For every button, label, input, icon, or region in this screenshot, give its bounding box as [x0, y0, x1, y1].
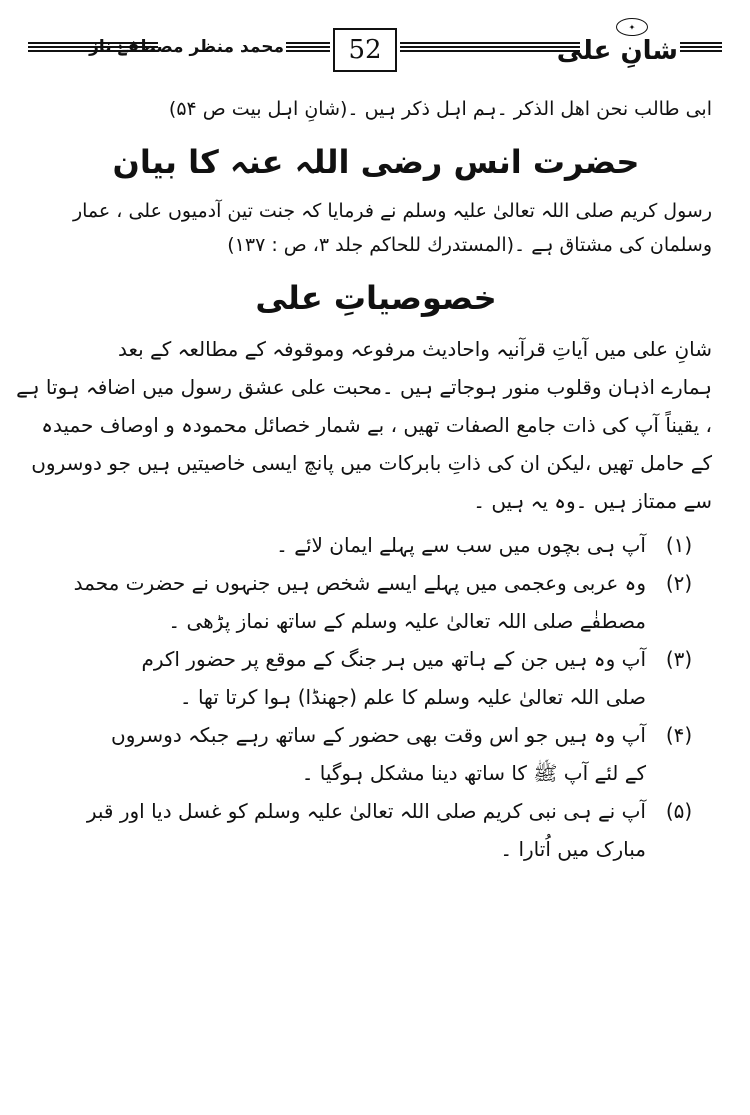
list-item [40, 564, 712, 640]
list-item-text: آپ نے ہی نبی کریم صلی اللہ تعالیٰ علیہ وسلم کو غسل دیا اور قبر [86, 799, 646, 823]
header-rule-right [680, 42, 722, 56]
list-item-text: آپ ہی بچوں میں سب سے پہلے ایمان لائے ۔ [276, 533, 646, 557]
calligraphy-emblem-icon: ✦ [616, 18, 648, 36]
list-item-text: مبارک میں اُتارا ۔ [500, 837, 646, 861]
list-item-text: مصطفٰے صلی اللہ تعالیٰ علیہ وسلم کے ساتھ نماز پڑھی ۔ [168, 609, 646, 633]
page-header [0, 0, 750, 90]
header-rule-center-left [286, 42, 330, 56]
list-item-number: (۳) [665, 647, 693, 671]
paragraph-line: رسول کریم صلی اللہ تعالیٰ علیہ وسلم نے فرمایا کہ جنت تین آدمیوں علی ، عمار [72, 200, 712, 222]
paragraph-line: کے حامل تھیں ،لیکن ان کی ذاتِ بابرکات میں پانچ ایسی خاصیتیں ہیں جو دوسروں [31, 451, 712, 475]
list-item [40, 792, 712, 868]
list-item-number: (۴) [665, 723, 693, 747]
list-item-text: وہ عربی وعجمی میں پہلے ایسے شخص ہیں جنہوں نے حضرت محمد [73, 571, 646, 595]
list-item-text: آپ وہ ہیں جن کے ہاتھ میں ہر جنگ کے موقع پر حضور اکرم [141, 647, 646, 671]
list-item-text: کے لئے آپ ﷺ کا ساتھ دینا مشکل ہوگیا ۔ [301, 761, 646, 785]
author-name: محمد منظر مصطفےٰ ناز [89, 37, 284, 57]
page-body [16, 92, 712, 868]
paragraph-line: وسلمان کی مشتاق ہے ۔(المستدرك للحاكم جلد ٣، ص : ١٣٧) [227, 234, 712, 256]
header-rule-center-right [400, 42, 580, 56]
section-heading-khasosiyat: خصوصیاتِ علی [255, 279, 497, 317]
list-item [40, 526, 712, 564]
paragraph-line: ، یقیناً آپ کی ذات جامع الصفات تھیں ، بے شمار خصائل محمودہ و اوصاف حمیدہ [41, 413, 712, 437]
paragraph-line: سے ممتاز ہیں ۔وہ یہ ہیں ۔ [473, 489, 712, 513]
list-item-text: آپ وہ ہیں جو اس وقت بھی حضور کے ساتھ رہے جبکہ دوسروں [111, 723, 646, 747]
paragraph-line: ہمارے اذہان وقلوب منور ہوجاتے ہیں ۔محبت علی عشق رسول میں اضافہ ہوتا ہے [16, 375, 712, 399]
book-title [556, 22, 678, 70]
section-heading-anas: حضرت انس رضی اللہ عنہ کا بیان [112, 143, 640, 181]
page-number: 52 [333, 28, 397, 72]
intro-line: ابی طالب نحن اهل الذکر ۔ہم اہل ذکر ہیں ۔(شانِ اہل بیت ص ۵۴) [168, 98, 712, 120]
book-title-text: شانِ علی [556, 36, 678, 66]
list-item-number: (۲) [665, 571, 693, 595]
list-item [40, 716, 712, 792]
list-item [40, 640, 712, 716]
paragraph-line: شانِ علی میں آیاتِ قرآنیہ واحادیث مرفوعہ وموقوفہ کے مطالعہ کے بعد [117, 337, 712, 361]
list-item-text: صلی اللہ تعالیٰ علیہ وسلم کا علم (جھنڈا) ہوا کرتا تھا ۔ [179, 685, 646, 709]
list-item-number: (۵) [665, 799, 693, 823]
list-item-number: (۱) [665, 533, 693, 557]
